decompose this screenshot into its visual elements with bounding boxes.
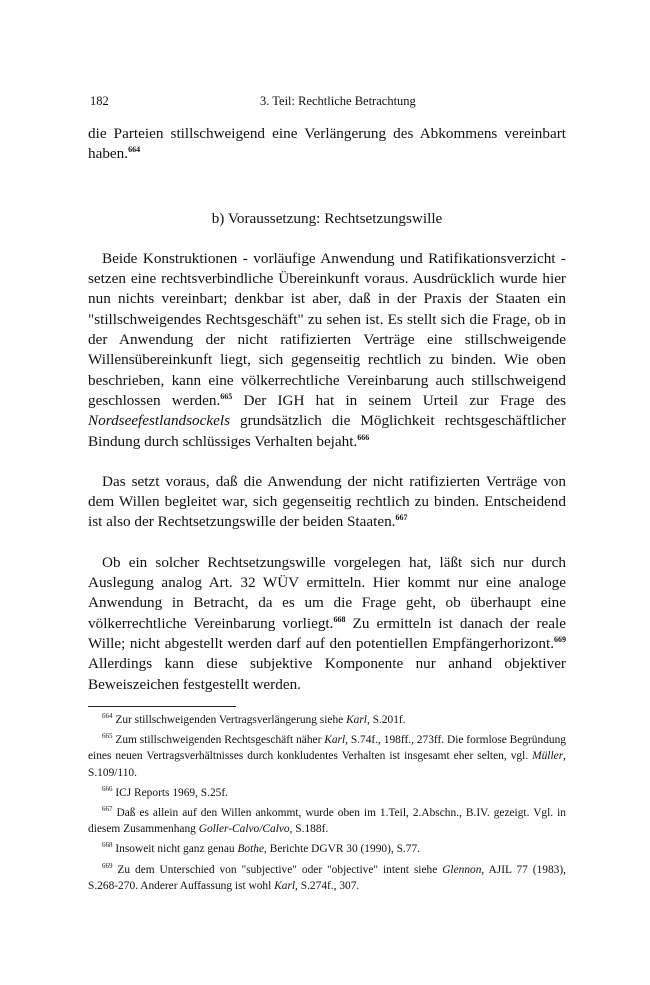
paragraph-text: die Parteien stillschweigend eine Verlängerung des Abkommens vereinbart haben. xyxy=(88,125,566,163)
footnote xyxy=(88,805,566,837)
page-number: 182 xyxy=(90,94,109,108)
footnote-number: 668 xyxy=(102,841,113,850)
footnote-number: 665 xyxy=(102,732,113,741)
footnote xyxy=(88,732,566,781)
paragraph-text: Beide Konstruktionen - vorläufige Anwendung und Ratifikationsverzicht - setzen eine rechtsverbindliche Übereinkunft voraus. Ausdrücklich wurde hier nun nichts vereinbart; denkbar ist aber, daß in der Praxis der Staaten ein "stillschweigendes Rechtsgeschäft" zu sehen ist. Es stellt sich die Frage, ob in der Anwendung der nicht ratifizierten Verträge eine stillschweigende Willensübereinkunft liegt, sich gegenseitig rechtlich zu binden. Wie oben beschrieben, kann eine völkerrechtliche Vereinbarung auch stillschweigend geschlossen werden. xyxy=(88,249,566,409)
footnote xyxy=(88,785,566,801)
section-heading: b) Voraussetzung: Rechtsetzungswille xyxy=(211,209,443,227)
footnote-ref: 667 xyxy=(395,513,408,523)
author-name: Karl xyxy=(346,714,367,726)
author-name: Karl xyxy=(274,879,296,892)
footnote xyxy=(88,862,566,894)
footnote-text: , S.188f. xyxy=(289,823,329,836)
footnote-text: Daß es allein auf den Willen ankommt, wurde oben im 1.Teil, 2.Abschn., B.IV. gezeigt. Vgl. in diesem Zusammenhang xyxy=(88,807,566,836)
footnotes xyxy=(88,712,566,898)
footnote-text: , Berichte DGVR 30 (1990), S.77. xyxy=(264,843,421,856)
case-name: Nordseefestlandsockels xyxy=(88,412,231,430)
footnote-text: Zum stillschweigenden Rechtsgeschäft näher xyxy=(115,734,325,747)
footnote-ref: 664 xyxy=(128,145,141,155)
footnote-ref: 669 xyxy=(554,634,566,644)
author-name: Karl xyxy=(324,734,346,747)
footnote-text: , AJIL 77 (1983), S.268-270. Anderer Auffassung ist wohl xyxy=(88,863,566,892)
author-name: Bothe xyxy=(237,843,265,856)
paragraph-1 xyxy=(88,249,566,452)
paragraph-text: Das setzt voraus, daß die Anwendung der nicht ratifizierten Verträge von dem Willen begleitet war, sich gegenseitig rechtlich zu binden. Entscheidend ist also der Rechtsetzungswille der beiden Staaten. xyxy=(88,472,566,531)
footnote-text: , S.74f., 198ff., 273ff. Die formlose Begründung eines neuen Vertragsverhältnisses durch konkludentes Verhalten ist insgesamt eher selten, vgl. xyxy=(88,734,566,763)
footnote-number: 666 xyxy=(102,784,113,793)
paragraph-text: Ob ein solcher Rechtsetzungswille vorgelegen hat, läßt sich nur durch Auslegung analog Art. 32 WÜV ermitteln. Hier kommt nur eine analoge Anwendung in Betracht, da es um die Frage geht, ob überhaupt eine völkerrechtliche Vereinbarung vorliegt. xyxy=(88,553,566,632)
footnote-ref: 665 xyxy=(220,391,233,401)
paragraph-continuation xyxy=(88,124,566,165)
footnote-divider xyxy=(88,706,236,707)
paragraph-text: Zu ermitteln ist danach der reale Wille; nicht abgestellt werden darf auf den potentiellen Empfängerhorizont. xyxy=(88,614,566,652)
footnote xyxy=(88,712,566,728)
footnote-number: 664 xyxy=(102,712,113,720)
footnote-number: 667 xyxy=(102,805,113,814)
footnote-number: 669 xyxy=(102,861,113,870)
footnote-ref: 666 xyxy=(357,432,370,442)
footnote-text: Insoweit nicht ganz genau xyxy=(115,843,238,856)
paragraph-text: Allerdings kann diese subjektive Komponente nur anhand objektiver Beweiszeichen festgestellt werden. xyxy=(88,655,566,693)
footnote-text: Zu dem Unterschied von "subjective" oder "objective" intent siehe xyxy=(117,863,443,876)
paragraph-text: grundsätzlich die Möglichkeit rechtsgeschäftlicher Bindung durch schlüssiges Verhalten bejaht. xyxy=(88,412,566,450)
footnote-text: ICJ Reports 1969, S.25f. xyxy=(115,786,229,799)
paragraph-3 xyxy=(88,553,566,695)
page-header xyxy=(90,94,570,112)
footnote-text: , S.109/110. xyxy=(88,750,566,779)
paragraph-text: Der IGH hat in seinem Urteil zur Frage des xyxy=(232,391,566,409)
author-name: Müller xyxy=(532,750,564,763)
footnote-text: , S.274f., 307. xyxy=(295,879,360,892)
footnote xyxy=(88,841,566,857)
author-name: Goller-Calvo/Calvo xyxy=(198,823,290,836)
footnote-text: , S.201f. xyxy=(366,714,406,726)
footnote-text: Zur stillschweigenden Vertragsverlängerung siehe xyxy=(115,714,347,726)
main-text xyxy=(88,124,566,695)
footnote-ref: 668 xyxy=(333,614,346,624)
paragraph-2 xyxy=(88,472,566,533)
author-name: Glennon xyxy=(442,863,482,876)
running-title: 3. Teil: Rechtliche Betrachtung xyxy=(260,94,416,108)
